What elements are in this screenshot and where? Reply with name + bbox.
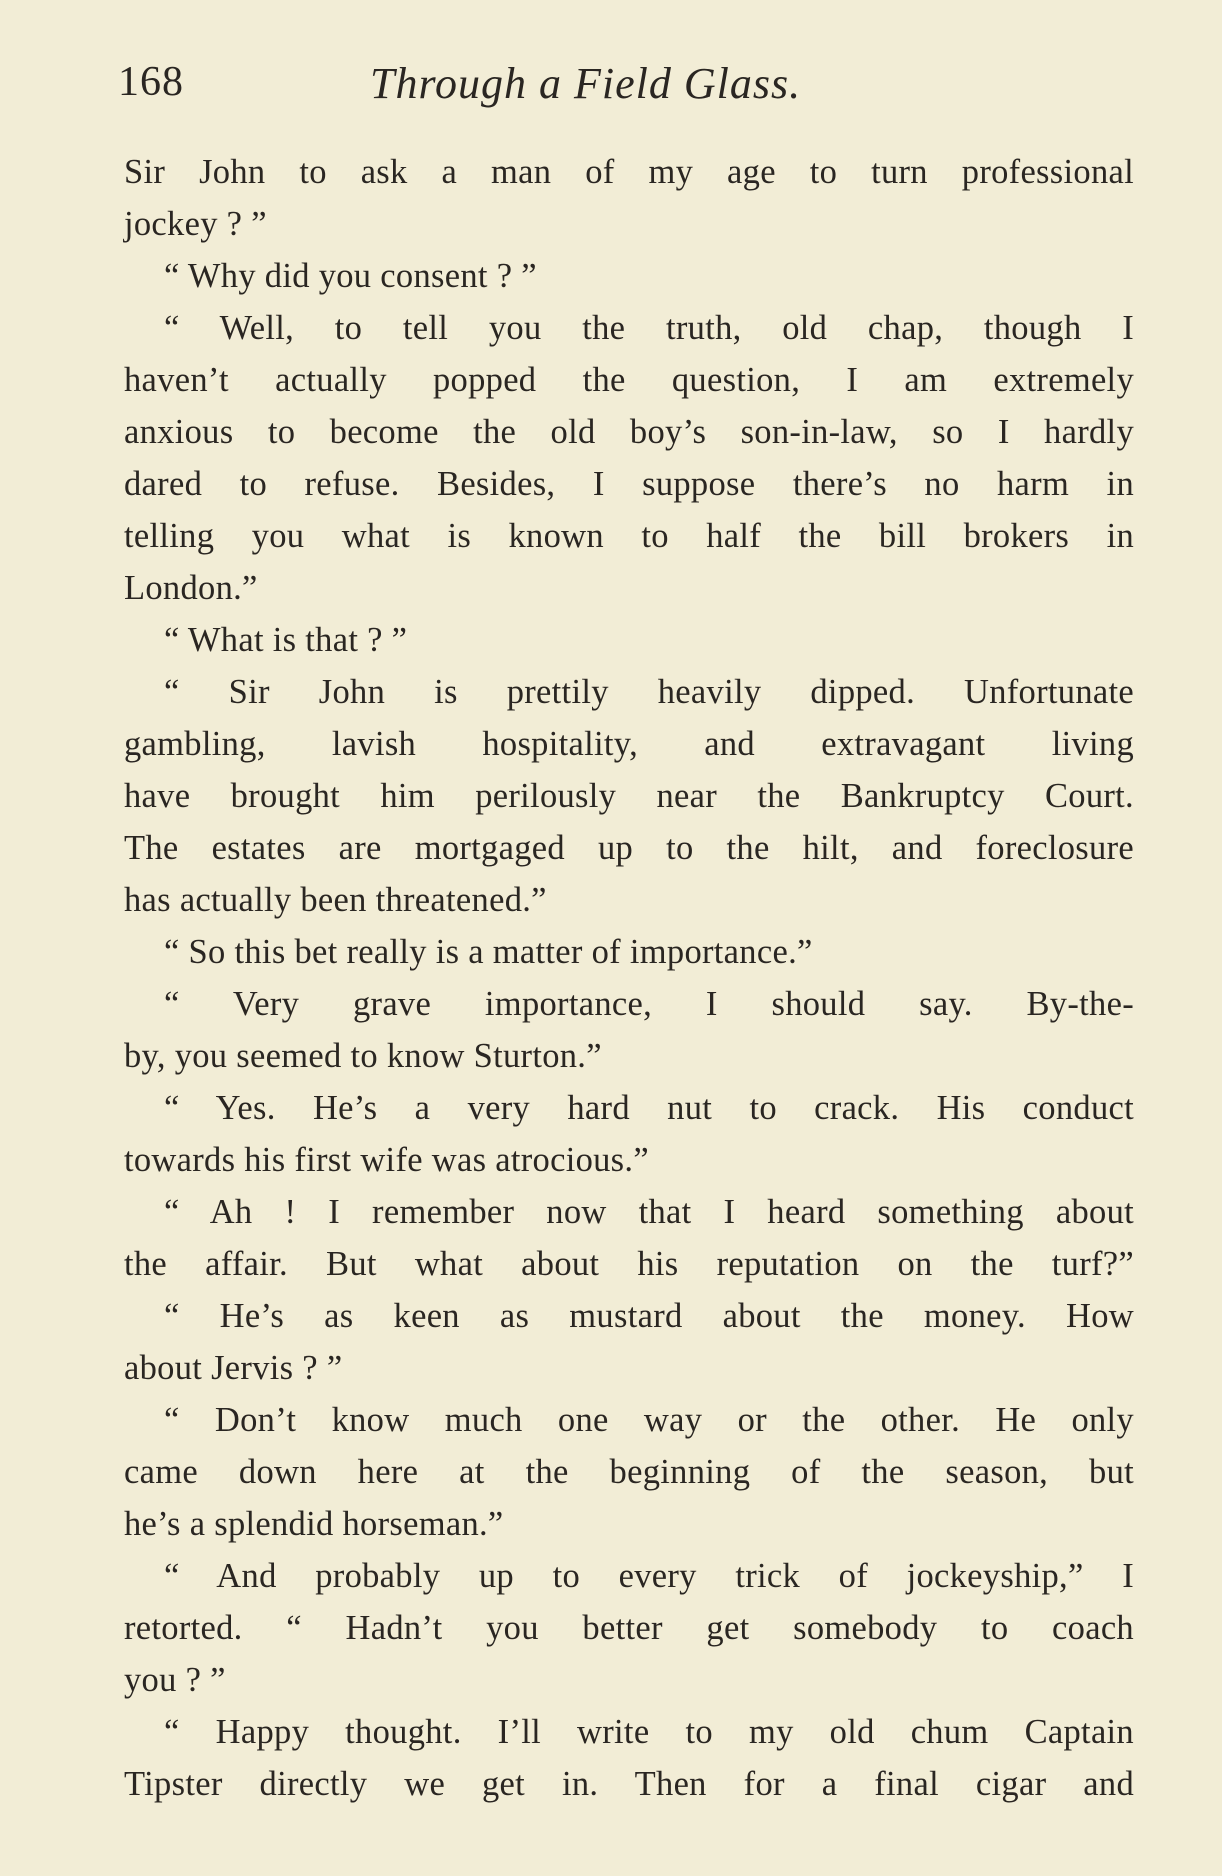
text-line: has actually been threatened.” [124,881,547,919]
text-line: retorted. “ Hadn’t you better get somebody to coach [124,1609,1134,1647]
text-line: “ Don’t know much one way or the other. He only [164,1401,1134,1439]
text-line: came down here at the beginning of the season, but [124,1453,1134,1491]
text-line: “ Why did you consent ? ” [164,257,537,295]
text-line: you ? ” [124,1661,226,1699]
text-line: “ Ah ! I remember now that I heard something about [164,1193,1134,1231]
page-header [118,58,1138,118]
text-line: “ So this bet really is a matter of importance.” [164,933,813,971]
text-line: London.” [124,569,258,607]
text-line: anxious to become the old boy’s son-in-law, so I hardly [124,413,1134,451]
text-line: dared to refuse. Besides, I suppose there’s no harm in [124,465,1134,503]
running-title: Through a Field Glass. [370,59,802,108]
page-number: 168 [118,59,184,105]
text-line: telling you what is known to half the bill brokers in [124,517,1134,555]
text-line: The estates are mortgaged up to the hilt, and foreclosure [124,829,1134,867]
text-line: Sir John to ask a man of my age to turn professional [124,153,1134,191]
text-line: “ Yes. He’s a very hard nut to crack. His conduct [164,1089,1134,1127]
text-line: gambling, lavish hospitality, and extravagant living [124,725,1134,763]
text-line: “ Sir John is prettily heavily dipped. Unfortunate [164,673,1134,711]
text-line: “ He’s as keen as mustard about the money. How [164,1297,1134,1335]
text-line: “ What is that ? ” [164,621,408,659]
text-line: jockey ? ” [124,205,267,243]
text-line: he’s a splendid horseman.” [124,1505,504,1543]
page-body-text [124,146,1134,1810]
text-line: Tipster directly we get in. Then for a final cigar and [124,1765,1134,1803]
text-line: “ Well, to tell you the truth, old chap, though I [164,309,1134,347]
text-line: about Jervis ? ” [124,1349,343,1387]
text-line: “ Very grave importance, I should say. By-the- [164,985,1134,1023]
text-line: by, you seemed to know Sturton.” [124,1037,602,1075]
text-line: “ Happy thought. I’ll write to my old chum Captain [164,1713,1134,1751]
text-line: have brought him perilously near the Bankruptcy Court. [124,777,1134,815]
text-line: towards his first wife was atrocious.” [124,1141,649,1179]
text-line: the affair. But what about his reputation on the turf?” [124,1245,1134,1283]
text-line: “ And probably up to every trick of jockeyship,” I [164,1557,1134,1595]
text-line: haven’t actually popped the question, I am extremely [124,361,1134,399]
